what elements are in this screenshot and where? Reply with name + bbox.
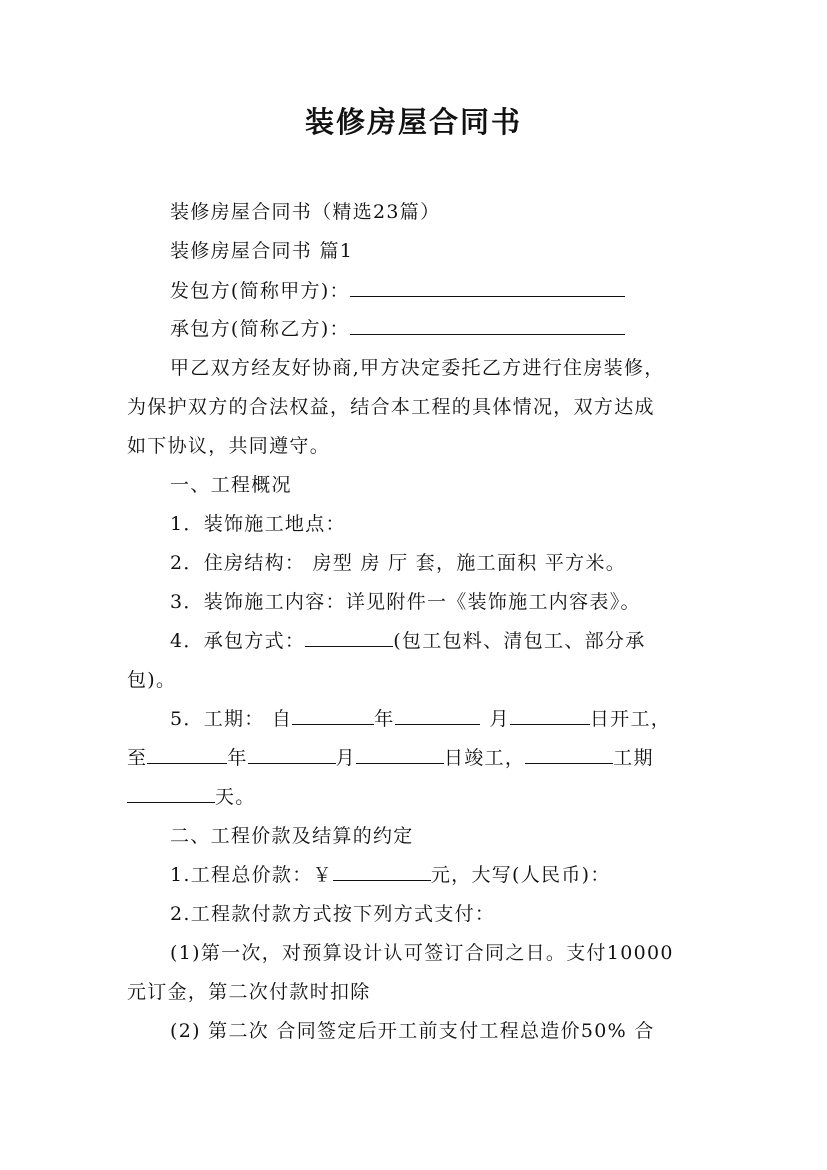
payment-1-cont: 元订金，第二次付款时扣除 [127,981,371,1003]
item-5-days [127,784,717,810]
document-title: 装修房屋合同书 [304,105,522,139]
end-year-blank [147,745,227,764]
contract-mode-blank [305,628,393,647]
section-heading-2: 二、工程价款及结算的约定 [170,825,414,847]
payment-1: (1)第一次，对预算设计认可签订合同之日。支付10000 [170,942,674,964]
item-5 [170,706,717,732]
start-day-blank [510,706,590,725]
party-a-blank [350,278,625,297]
item-4-label: 4．承包方式： [170,630,306,652]
item-4 [170,628,717,654]
party-a-label: 发包方(简称甲方)： [170,280,350,302]
complete-text: 日竣工， [443,747,526,769]
paragraph-intro-3: 如下协议，共同遵守。 [127,435,331,457]
price-words: 元，大写(人民币)： [430,864,611,886]
price-label: 1.工程总价款：￥ [170,864,333,886]
section-heading-1: 一、工程概况 [170,474,292,496]
item-1: 1．装饰施工地点： [170,513,346,535]
payment-method: 2.工程款付款方式按下列方式支付： [170,903,496,925]
paragraph-intro-1: 甲乙双方经友好协商,甲方决定委托乙方进行住房装修， [170,357,665,379]
paragraph-chapter: 装修房屋合同书 篇1 [170,240,354,262]
price-blank [333,862,431,881]
item-4-cont: 包)。 [127,669,177,691]
item-5-label: 5．工期： 自 [170,708,293,730]
paragraph-intro-2: 为保护双方的合法权益，结合本工程的具体情况，双方达成 [127,396,655,418]
duration-text: 工期 [613,747,654,769]
month-text: 月 [335,747,356,769]
paragraph-subtitle: 装修房屋合同书（精选23篇） [170,201,441,223]
start-text: 日开工， [589,708,672,730]
month-text: 月 [489,708,510,730]
item-4-options: (包工包料、清包工、部分承 [393,630,646,652]
party-a-line [170,278,717,304]
end-day-blank [356,745,444,764]
item-2: 2．住房结构： 房型 房 厅 套，施工面积 平方米。 [170,552,627,574]
start-year-blank [292,706,374,725]
payment-2: (2) 第二次 合同签定后开工前支付工程总造价50% 合 [170,1020,655,1042]
item-5-cont [127,745,717,771]
party-b-line [170,316,717,342]
days-blank [127,784,215,803]
party-b-label: 承包方(简称乙方)： [170,318,350,340]
price-line [170,862,717,888]
start-month-blank [395,706,480,725]
days-text: 天。 [215,786,256,808]
item-3: 3．装饰施工内容：详见附件一《装饰施工内容表》。 [170,591,641,613]
to-text: 至 [127,747,148,769]
duration-blank [525,745,613,764]
end-month-blank [248,745,336,764]
year-text: 年 [374,708,395,730]
year-text: 年 [227,747,248,769]
party-b-blank [350,316,625,335]
